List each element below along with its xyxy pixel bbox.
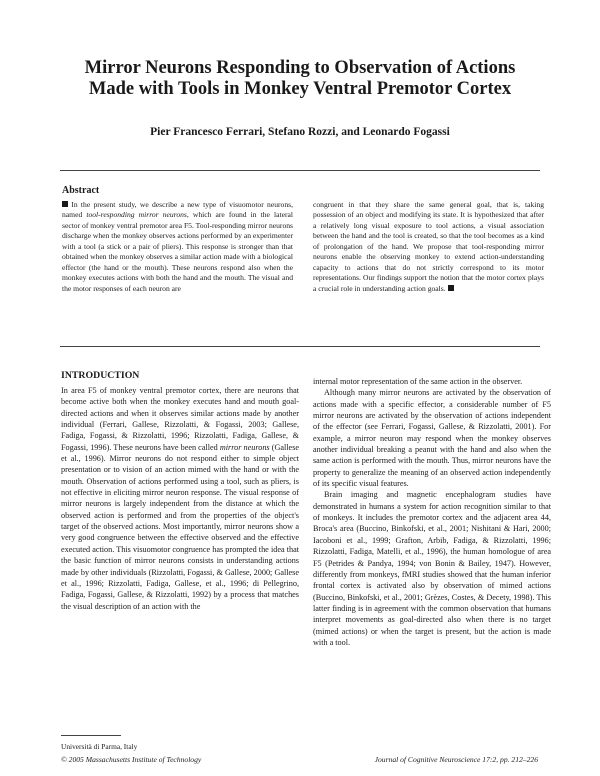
intro-column-left: [61, 385, 299, 612]
abstract-bottom-rule: [60, 346, 540, 347]
abstract-emphasis: tool-responding mirror neurons: [86, 210, 187, 220]
copyright-footer: © 2005 Massachusetts Institute of Technology: [61, 755, 202, 764]
footnote-rule: [61, 735, 121, 736]
abstract-text-1: In the present study, we describe a new type of visuomotor neurons, named: [62, 200, 293, 220]
intro-emphasis: mirror neurons: [219, 442, 270, 452]
introduction-heading: INTRODUCTION: [61, 370, 140, 381]
intro-paragraph-1: In area F5 of monkey ventral premotor cortex, there are neurons that become active both when the monkey executes hand and mouth goal-directed actions and when it observes similar actions made by another individual (Ferrari, Gallese, Rizzolatti, & Fogassi, 2003; Gallese, Fadiga, Fogassi, & Rizzolatti, 1996; Rizzolatti, Fadiga, Gallese, & Fogassi, 1996). These neurons have been called mirror neurons (Gallese et al., 1996). Mirror neurons do not respond either to simple object presentation or to vision of an action mimed with the hand or with the mouth. Observation of actions performed using a tool, such as pliers, is not effective in eliciting mirror neuron response. The visual response of mirror neurons is largely independent from the distance at which the observed action is performed and from the properties of the object's target of the observed actions. Most importantly, mirror neurons show a very good congruence between the effective observed and the effective executed action. This visuomotor congruence has prompted the idea that the basic function of mirror neurons consists in understanding actions made by other individuals (Rizzolatti, Fogassi, & Gallese, 2000; Gallese et al., 1996; Rizzolatti, Fadiga, Gallese, et al., 1996; di Pellegrino, Fadiga, Fogassi, Gallese, & Rizzolatti, 1992) by a process that matches the visual description of an action with the: [61, 386, 300, 611]
intro-paragraph-2: Although many mirror neurons are activated by the observation of actions made with a specific effector, a considerable number of F5 mirror neurons are activated by the observation of actions independent of the effector (see Ferrari, Fogassi, Gallese, & Rizzolatti, 2001). For example, a mirror neuron may respond when the monkey observes another individual breaking a peanut with the hand and also when the same action is performed with the mouth. Thus, mirror neurons have the property to generalize the meaning of an observed action independently of its specific visual features.: [313, 388, 551, 489]
abstract-end-marker: [448, 285, 454, 291]
abstract-text-2: , which are found in the lateral sector of monkey ventral premotor area F5. Tool-responding mirror neurons discharge when the monkey observes actions performed by an experimenter with a tool (a stick or a pair of pliers). This response is stronger than that obtained when the monkey observes a similar action made with a biological effector (the hand or the mouth). These neurons respond also when the monkey executes actions with both the hand and the mouth. The visual and the motor responses of each neuron are: [62, 210, 293, 293]
abstract-column-right: [313, 200, 544, 294]
journal-citation-footer: Journal of Cognitive Neuroscience 17:2, pp. 212–226: [374, 755, 538, 764]
abstract-start-marker: [62, 201, 68, 207]
affiliation: Università di Parma, Italy: [61, 742, 138, 751]
title-line-2: Made with Tools in Monkey Ventral Premotor Cortex: [88, 79, 512, 99]
intro-paragraph-3: Brain imaging and magnetic encephalogram studies have demonstrated in humans a system for action recognition similar to that of monkeys. It includes the premotor cortex and the adjacent area 44, Broca's area (Buccino, Binkofski, et al., 2001; Nishitani & Hari, 2000; Iacoboni et al., 1999; Grafton, Arbib, Fadiga, & Rizzolatti, 1996; Rizzolatti, Fadiga, Matelli, et al., 1996), the human homologue of area F5 (Petrides & Pandya, 1994; von Bonin & Bailey, 1947). However, differently from monkeys, fMRI studies showed that the human inferior frontal cortex is activated also by observation of mimed actions (Buccino, Binkofski, et al., 2001; Grèzes, Costes, & Decety, 1998). This latter finding is in agreement with the common observation that humans interpret movements as goal-directed also when there is no target (mimed actions) or when the target is present, but the action is made with a tool.: [313, 490, 551, 647]
abstract-text-3: congruent in that they share the same general goal, that is, taking possession of an object and modifying its state. It is hypothesized that after a relatively long visual exposure to tool actions, a visual association between the hand and the tool is created, so that the tool becomes as a kind of prolongation of the hand. We propose that tool-responding mirror neurons enable the observing monkey to extend action-understanding capacity to actions that do not strictly correspond to its motor representations. Our findings support the notion that the motor cortex plays a crucial role in understanding action goals.: [313, 200, 544, 293]
abstract-heading: Abstract: [62, 185, 100, 196]
abstract-column-left: [62, 200, 293, 294]
abstract-top-rule: [60, 170, 540, 171]
paper-title: [40, 58, 560, 100]
intro-column-right: [313, 376, 551, 648]
intro-paragraph-1-continued: internal motor representation of the same action in the observer.: [313, 377, 523, 386]
title-line-1: Mirror Neurons Responding to Observation of Actions: [84, 58, 516, 78]
author-list: Pier Francesco Ferrari, Stefano Rozzi, and Leonardo Fogassi: [150, 126, 450, 138]
